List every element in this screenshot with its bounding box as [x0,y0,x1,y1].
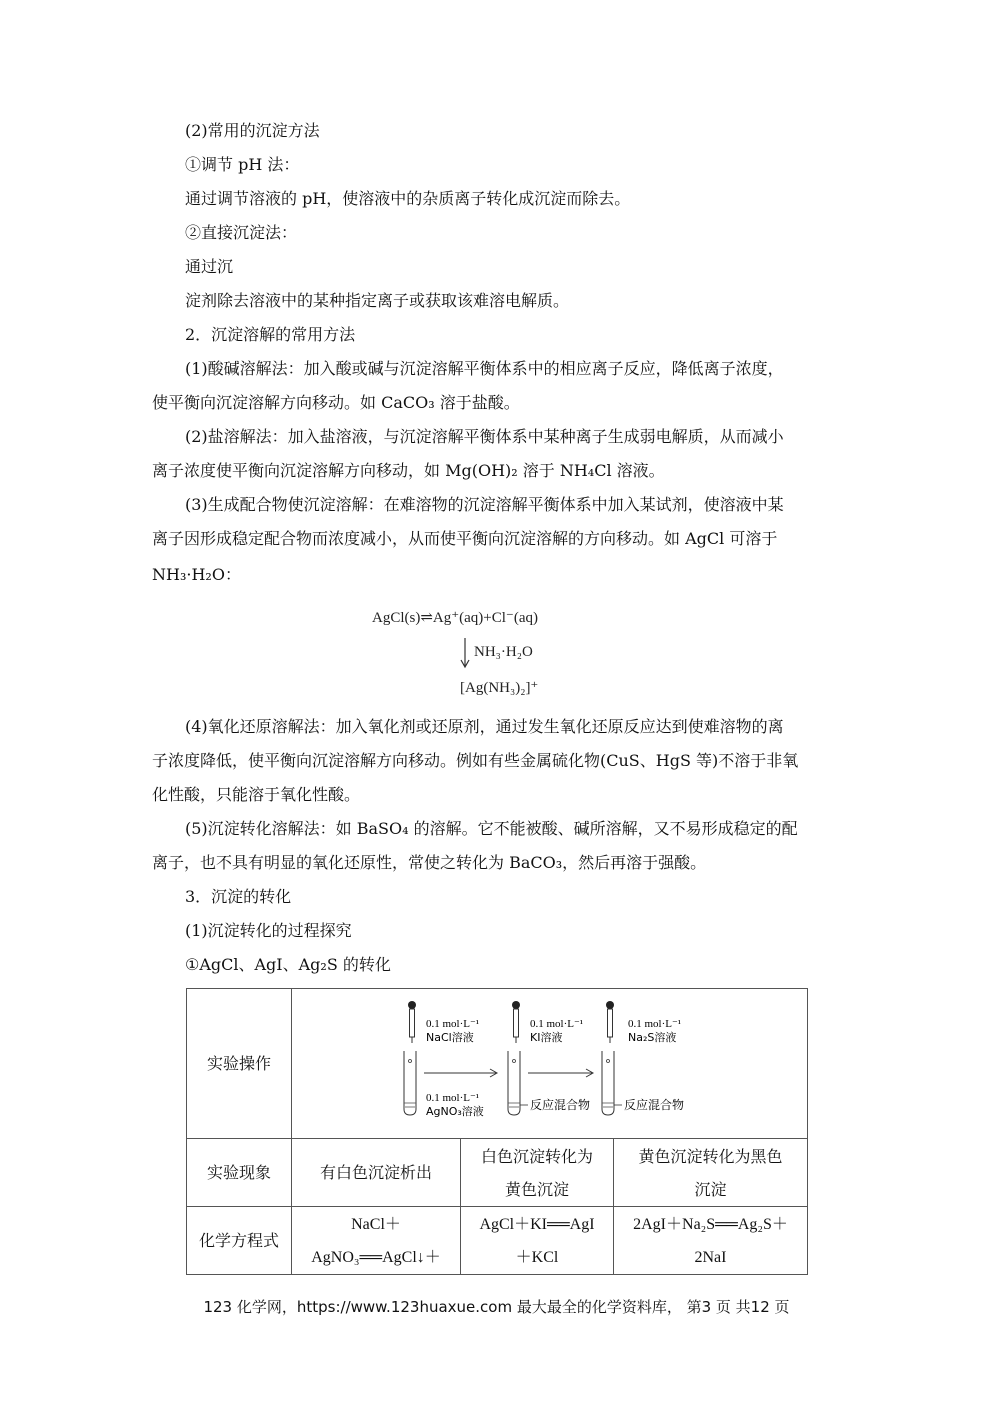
table-row [187,1139,808,1207]
tube1-solution: AgNO₃溶液 [426,1104,484,1118]
dropper-1 [408,1001,416,1043]
arrow-right-icon [424,1069,497,1077]
test-tube-2 [508,1051,520,1115]
paragraph-text: 化性酸，只能溶于氧化性酸。 [152,785,361,804]
subheading-process: (1)沉淀转化的过程探究 [185,921,352,940]
test-tube-1 [404,1051,416,1115]
paragraph-text: 通过调节溶液的 pH，使溶液中的杂质离子转化成沉淀而除去。 [185,189,631,208]
dropper-2 [512,1001,520,1043]
dropper-3 [606,1001,614,1043]
experiment-diagram [292,991,806,1137]
table-row [187,1207,808,1275]
tube2-label: 反应混合物 [530,1097,591,1112]
row-label: 实验现象 [187,1139,292,1207]
down-arrow-icon [458,636,472,670]
method-ph-adjust: ①调节 pH 法： [185,155,300,174]
complex-product: [Ag(NH₃)₂]⁺ [460,680,539,696]
dropper2-solution: KI溶液 [530,1030,563,1044]
test-tube-3 [602,1051,614,1115]
subheading-agcl-conversion: ①AgCl、AgI、Ag₂S 的转化 [185,955,391,974]
tube3-label: 反应混合物 [624,1097,685,1112]
equation-cell: AgCl＋KI══AgI ＋KCl [461,1207,614,1275]
phenomenon-cell: 黄色沉淀转化为黑色 沉淀 [614,1139,808,1207]
experiment-diagram-cell [292,989,808,1139]
paragraph-text: (5)沉淀转化溶解法：如 BaSO₄ 的溶解。它不能被酸、碱所溶解，又不易形成稳定的配 [185,819,798,838]
paragraph-text: NH₃·H₂O： [152,565,241,584]
paragraph-text: 使平衡向沉淀溶解方向移动。如 CaCO₃ 溶于盐酸。 [152,393,520,412]
dropper1-solution: NaCl溶液 [426,1030,474,1044]
paragraph-text: 离子浓度使平衡向沉淀溶解方向移动，如 Mg(OH)₂ 溶于 NH₄Cl 溶液。 [152,461,665,480]
paragraph-text: (2)盐溶解法：加入盐溶液，与沉淀溶解平衡体系中某种离子生成弱电解质，从而减小 [185,427,784,446]
dropper3-solution: Na₂S溶液 [628,1030,677,1044]
experiment-table [186,988,808,1275]
page-footer: 123 化学网，https://www.123huaxue.com 最大最全的化学资料库， 第3 页 共12 页 [203,1298,790,1316]
dropper2-conc: 0.1 mol·L⁻¹ [530,1017,584,1030]
tube1-conc: 0.1 mol·L⁻¹ [426,1091,480,1104]
paragraph-text: (1)酸碱溶解法：加入酸或碱与沉淀溶解平衡体系中的相应离子反应，降低离子浓度， [185,359,784,378]
arrow-right-icon [528,1069,593,1077]
row-label: 化学方程式 [187,1207,292,1275]
dropper3-conc: 0.1 mol·L⁻¹ [628,1017,682,1030]
paragraph-text: 离子，也不具有明显的氧化还原性，常使之转化为 BaCO₃，然后再溶于强酸。 [152,853,707,872]
paragraph-text: (3)生成配合物使沉淀溶解：在难溶物的沉淀溶解平衡体系中加入某试剂，使溶液中某 [185,495,784,514]
paragraph-text: 通过沉 [185,257,234,276]
paragraph-text: 离子因形成稳定配合物而浓度减小，从而使平衡向沉淀溶解的方向移动。如 AgCl 可溶于 [152,529,778,548]
paragraph-text: (4)氧化还原溶解法：加入氧化剂或还原剂，通过发生氧化还原反应达到使难溶物的离 [185,717,784,736]
phenomenon-cell: 有白色沉淀析出 [292,1139,461,1207]
equation-cell: NaCl＋ AgNO₃══AgCl↓＋ [292,1207,461,1275]
equation-cell: 2AgI＋Na₂S══Ag₂S＋ 2NaI [614,1207,808,1275]
paragraph-text: 淀剂除去溶液中的某种指定离子或获取该难溶电解质。 [185,291,570,310]
table-row [187,989,808,1139]
reagent-label: NH₃·H₂O [474,644,533,660]
phenomenon-cell: 白色沉淀转化为 黄色沉淀 [461,1139,614,1207]
method-direct-precip: ②直接沉淀法： [185,223,298,242]
subheading-precipitation-methods: (2)常用的沉淀方法 [185,121,320,140]
section-heading-3: 3．沉淀的转化 [185,887,292,906]
dropper1-conc: 0.1 mol·L⁻¹ [426,1017,480,1030]
row-label: 实验操作 [187,989,292,1139]
equilibrium-equation: AgCl(s)⇌Ag⁺(aq)+Cl⁻(aq) [372,610,538,626]
section-heading-2: 2．沉淀溶解的常用方法 [185,325,356,344]
paragraph-text: 子浓度降低，使平衡向沉淀溶解方向移动。例如有些金属硫化物(CuS、HgS 等)不溶于非氧 [152,751,799,770]
